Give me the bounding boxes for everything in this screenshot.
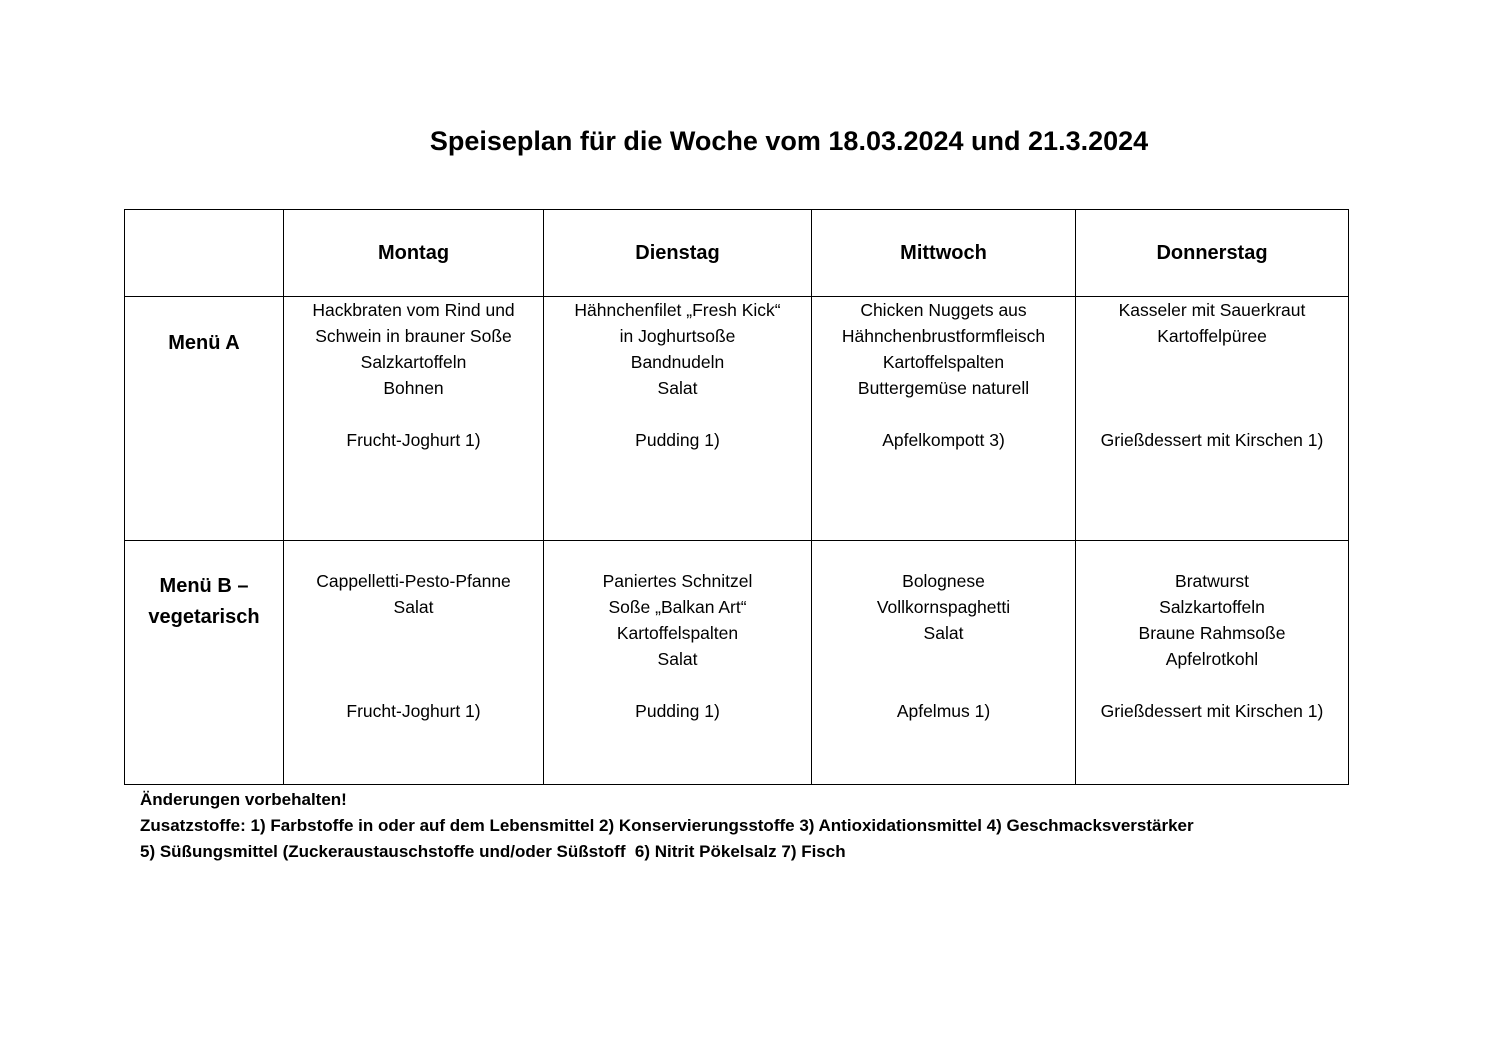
- day-header-row: [125, 210, 1349, 297]
- dish-line: Paniertes Schnitzel: [602, 571, 753, 591]
- menu-a-monday: [284, 297, 544, 541]
- day-header-wednesday: Mittwoch: [812, 210, 1076, 297]
- dessert-line: Apfelkompott 3): [882, 430, 1005, 450]
- dish-line: Salzkartoffeln: [1159, 597, 1265, 617]
- dish-line: Schwein in brauner Soße: [315, 326, 512, 346]
- dish-line: Bohnen: [383, 378, 444, 398]
- dish-line: Hackbraten vom Rind und: [312, 300, 515, 320]
- dessert-line: Grießdessert mit Kirschen 1): [1100, 701, 1324, 721]
- dish-line: Soße „Balkan Art“: [608, 597, 747, 617]
- menu-b-thursday: [1076, 541, 1349, 785]
- dish-line: Braune Rahmsoße: [1138, 623, 1286, 643]
- additives-line-1: Zusatzstoffe: 1) Farbstoffe in oder auf dem Lebensmittel 2) Konservierungsstoffe 3) Antioxidationsmittel 4) Geschmacksverstärker: [140, 816, 1194, 835]
- menu-b-label-line2: vegetarisch: [148, 606, 260, 628]
- dish-line: Bratwurst: [1175, 571, 1249, 591]
- menu-b-monday: [284, 541, 544, 785]
- menu-b-label-line1: Menü B –: [159, 575, 249, 597]
- menu-a-label: Menü A: [125, 297, 284, 541]
- menu-b-wednesday: [812, 541, 1076, 785]
- day-header-tuesday: Dienstag: [544, 210, 812, 297]
- menu-b-row: [125, 541, 1349, 785]
- dish-line: Kartoffelspalten: [882, 352, 1005, 372]
- dessert-line: Grießdessert mit Kirschen 1): [1100, 430, 1324, 450]
- dessert-line: Frucht-Joghurt 1): [346, 701, 481, 721]
- menu-table: [124, 209, 1349, 785]
- dish-line: Vollkornspaghetti: [876, 597, 1011, 617]
- dish-line: Salat: [657, 378, 698, 398]
- dessert-line: Pudding 1): [635, 430, 720, 450]
- dish-line: Kartoffelspalten: [616, 623, 739, 643]
- page-title: Speiseplan für die Woche vom 18.03.2024 und 21.3.2024: [429, 126, 1149, 156]
- corner-cell: [125, 210, 284, 297]
- additives-line-2: 5) Süßungsmittel (Zuckeraustauschstoffe und/oder Süßstoff 6) Nitrit Pökelsalz 7) Fisch: [140, 842, 846, 861]
- changes-notice: Änderungen vorbehalten!: [140, 790, 347, 809]
- menu-b-label: [125, 541, 284, 785]
- dish-line: Kartoffelpüree: [1157, 326, 1267, 346]
- footer-notes: [140, 787, 1194, 865]
- day-header-monday: Montag: [284, 210, 544, 297]
- dessert-line: Frucht-Joghurt 1): [346, 430, 481, 450]
- dessert-line: Pudding 1): [635, 701, 720, 721]
- dish-line: Bandnudeln: [630, 352, 725, 372]
- dish-line: Salat: [393, 597, 434, 617]
- dessert-line: Apfelmus 1): [896, 701, 991, 721]
- dish-line: Salat: [923, 623, 964, 643]
- dish-line: Chicken Nuggets aus: [860, 300, 1027, 320]
- dish-line: Salat: [657, 649, 698, 669]
- day-header-thursday: Donnerstag: [1076, 210, 1349, 297]
- dish-line: in Joghurtsoße: [619, 326, 736, 346]
- menu-a-wednesday: [812, 297, 1076, 541]
- dish-line: Hähnchenfilet „Fresh Kick“: [574, 300, 781, 320]
- dish-line: Hähnchenbrustformfleisch: [841, 326, 1046, 346]
- menu-b-tuesday: [544, 541, 812, 785]
- dish-line: Cappelletti-Pesto-Pfanne: [316, 571, 511, 591]
- menu-a-row: [125, 297, 1349, 541]
- dish-line: Buttergemüse naturell: [857, 378, 1030, 398]
- dish-line: Kasseler mit Sauerkraut: [1118, 300, 1306, 320]
- dish-line: Apfelrotkohl: [1165, 649, 1259, 669]
- menu-a-thursday: [1076, 297, 1349, 541]
- dish-line: Salzkartoffeln: [360, 352, 467, 372]
- menu-a-tuesday: [544, 297, 812, 541]
- dish-line: Bolognese: [902, 571, 985, 591]
